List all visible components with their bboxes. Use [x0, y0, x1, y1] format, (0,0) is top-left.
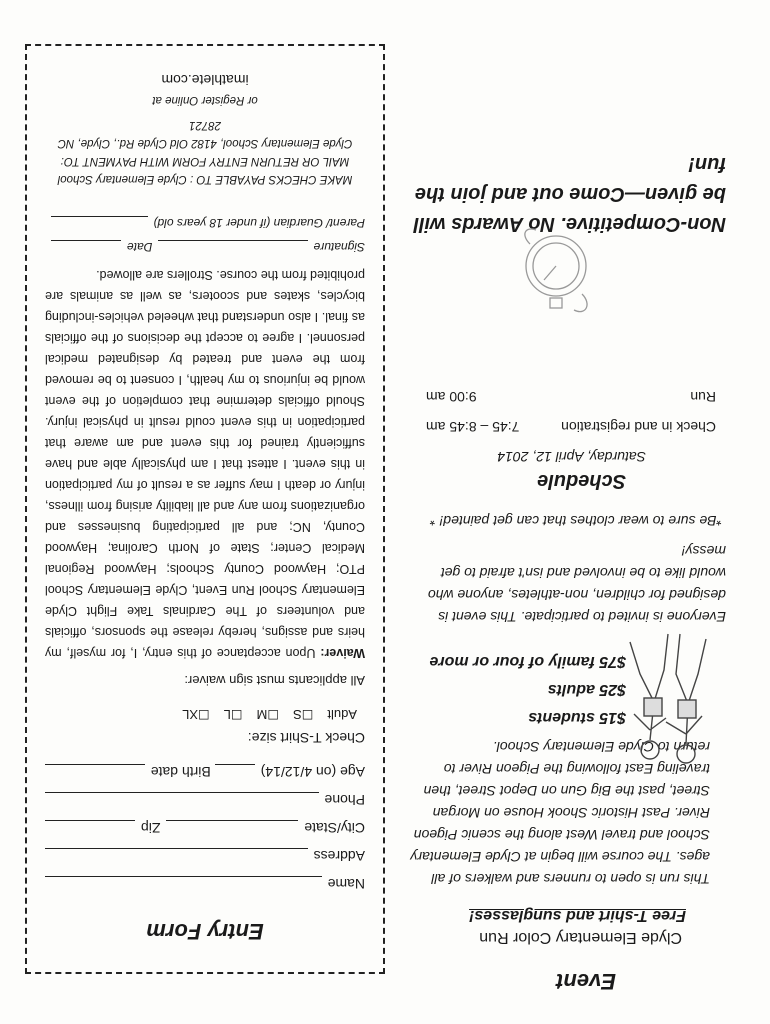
shirt-label: Check T-Shirt size: [247, 730, 365, 746]
phone-label: Phone [324, 792, 365, 808]
birth-label: Birth date [150, 764, 211, 780]
address-line[interactable] [45, 848, 308, 863]
address-field[interactable] [45, 848, 365, 864]
schedule-label: Run [690, 389, 716, 405]
date-line[interactable] [51, 240, 121, 253]
entry-form-panel [25, 44, 385, 974]
payment-instructions [45, 116, 365, 188]
phone-field[interactable] [45, 792, 365, 808]
shirt-options [45, 706, 357, 722]
shirt-size-checkbox[interactable]: ☐M [256, 707, 280, 722]
invite-text: Everyone is invited to participate. This event is designed for children, non-athletes, anyone who would like to be involved and isn't afraid to get messy! [427, 543, 726, 625]
online-text: or Register Online at [152, 94, 258, 106]
city-label: City/State [304, 820, 365, 836]
age-label: Age (on 4/12/14) [260, 764, 365, 780]
runners-illustration [616, 614, 716, 774]
event-subtitle: Free T-shirt and sunglasses! [469, 907, 686, 924]
zip-label: Zip [141, 820, 161, 836]
event-heading: Event [556, 969, 616, 994]
event-description: This run is open to runners and walkers of all ages. The course will begin at Clyde Elementary School and travel West along the scenic Pigeon River. Past Historic Shook House on Morgan Street, past the Big Gun on Depot Street, then traveling East following the Pigeon River to return to Clyde Elementary School. [410, 739, 710, 887]
guardian-line[interactable] [51, 216, 148, 229]
signature-label: Signature [313, 240, 365, 254]
mail-address: Clyde Elementary School, 4182 Old Clyde Rd., Clyde, NC 28721 [57, 119, 353, 149]
closing-text: Non-Competitive. No Awards will be given—Come out and join the fun! [413, 153, 726, 235]
guardian-field[interactable] [45, 216, 365, 230]
date-label: Date [127, 240, 153, 254]
event-name: Clyde Elementary Color Run [479, 929, 682, 946]
schedule-row [426, 419, 716, 435]
paint-note: *Be sure to wear clothes that can get painted! * [430, 513, 722, 529]
schedule-title: Schedule [537, 470, 626, 492]
mail-text: MAIL OR RETURN ENTRY FORM WITH PAYMENT TO: [60, 155, 350, 167]
stopwatch-illustration [516, 224, 596, 324]
shirt-size-checkbox[interactable]: ☐L [223, 707, 243, 722]
guardian-label: Parent/ Guardian (if under 18 years old) [153, 216, 365, 230]
zip-line[interactable] [45, 820, 135, 835]
name-line[interactable] [45, 876, 322, 891]
schedule-time: 9:00 am [426, 389, 477, 405]
signature-line[interactable] [158, 240, 307, 253]
shirt-prefix: Adult [327, 707, 357, 722]
birth-line[interactable] [45, 764, 145, 779]
event-panel [394, 34, 746, 994]
address-label: Address [313, 848, 365, 864]
price-item: $15 students [528, 709, 626, 726]
waiver-bold-label: Waiver: [320, 646, 365, 660]
age-field[interactable] [45, 764, 365, 780]
waiver-body [45, 264, 365, 663]
phone-line[interactable] [45, 792, 319, 807]
schedule-date: Saturday, April 12, 2014 [497, 449, 646, 465]
shirt-size-checkbox[interactable]: ☐S [293, 707, 314, 722]
signature-field[interactable] [45, 240, 365, 254]
schedule-label: Check in and registration [561, 419, 716, 435]
age-line[interactable] [215, 764, 255, 779]
name-label: Name [327, 876, 365, 892]
payable-text: MAKE CHECKS PAYABLE TO : Clyde Elementary School [57, 173, 353, 185]
price-item: $75 family of four or more [429, 653, 626, 670]
waiver-intro: All applicants must sign waiver: [184, 673, 365, 688]
city-field[interactable] [45, 820, 365, 836]
schedule-row [426, 389, 716, 405]
website-link[interactable]: imathlete.com [161, 72, 249, 88]
schedule-time: 7:45 – 8:45 am [426, 419, 520, 435]
waiver-text: Upon acceptance of this entry, I, for myself, my heirs and assigns, hereby release the sponsors, officials and volunteers of The Cardinals Take Flight Clyde Elementary School Run Event, Clyde Elementary School PTO; Haywood County Schools; Haywood Regional Medical Center; State of North Carolina; Haywood County, NC; and all participating businesses and organizations from any and all liability arising from illness, injury or death I may suffer as a result of my participation in this event. I attest that I am physically able and have sufficiently trained for this event and am aware that participation in this event could result in physical injury. Should officials determine that completion of the event would be injurious to my health, I consent to be removed from the event and treated by designated medical personnel. I agree to accept the decisions of the officials as final. I also understand that wheeled vehicles-including bicycles, skates and scooters, as well as animals are prohibited from the course. Strollers are allowed. [45, 268, 365, 660]
name-field[interactable] [45, 876, 365, 892]
shirt-size-checkbox[interactable]: ☐XL [182, 707, 210, 722]
city-line[interactable] [166, 820, 298, 835]
price-list [394, 652, 626, 726]
price-item: $25 adults [547, 681, 626, 698]
form-title: Entry Form [146, 919, 264, 944]
